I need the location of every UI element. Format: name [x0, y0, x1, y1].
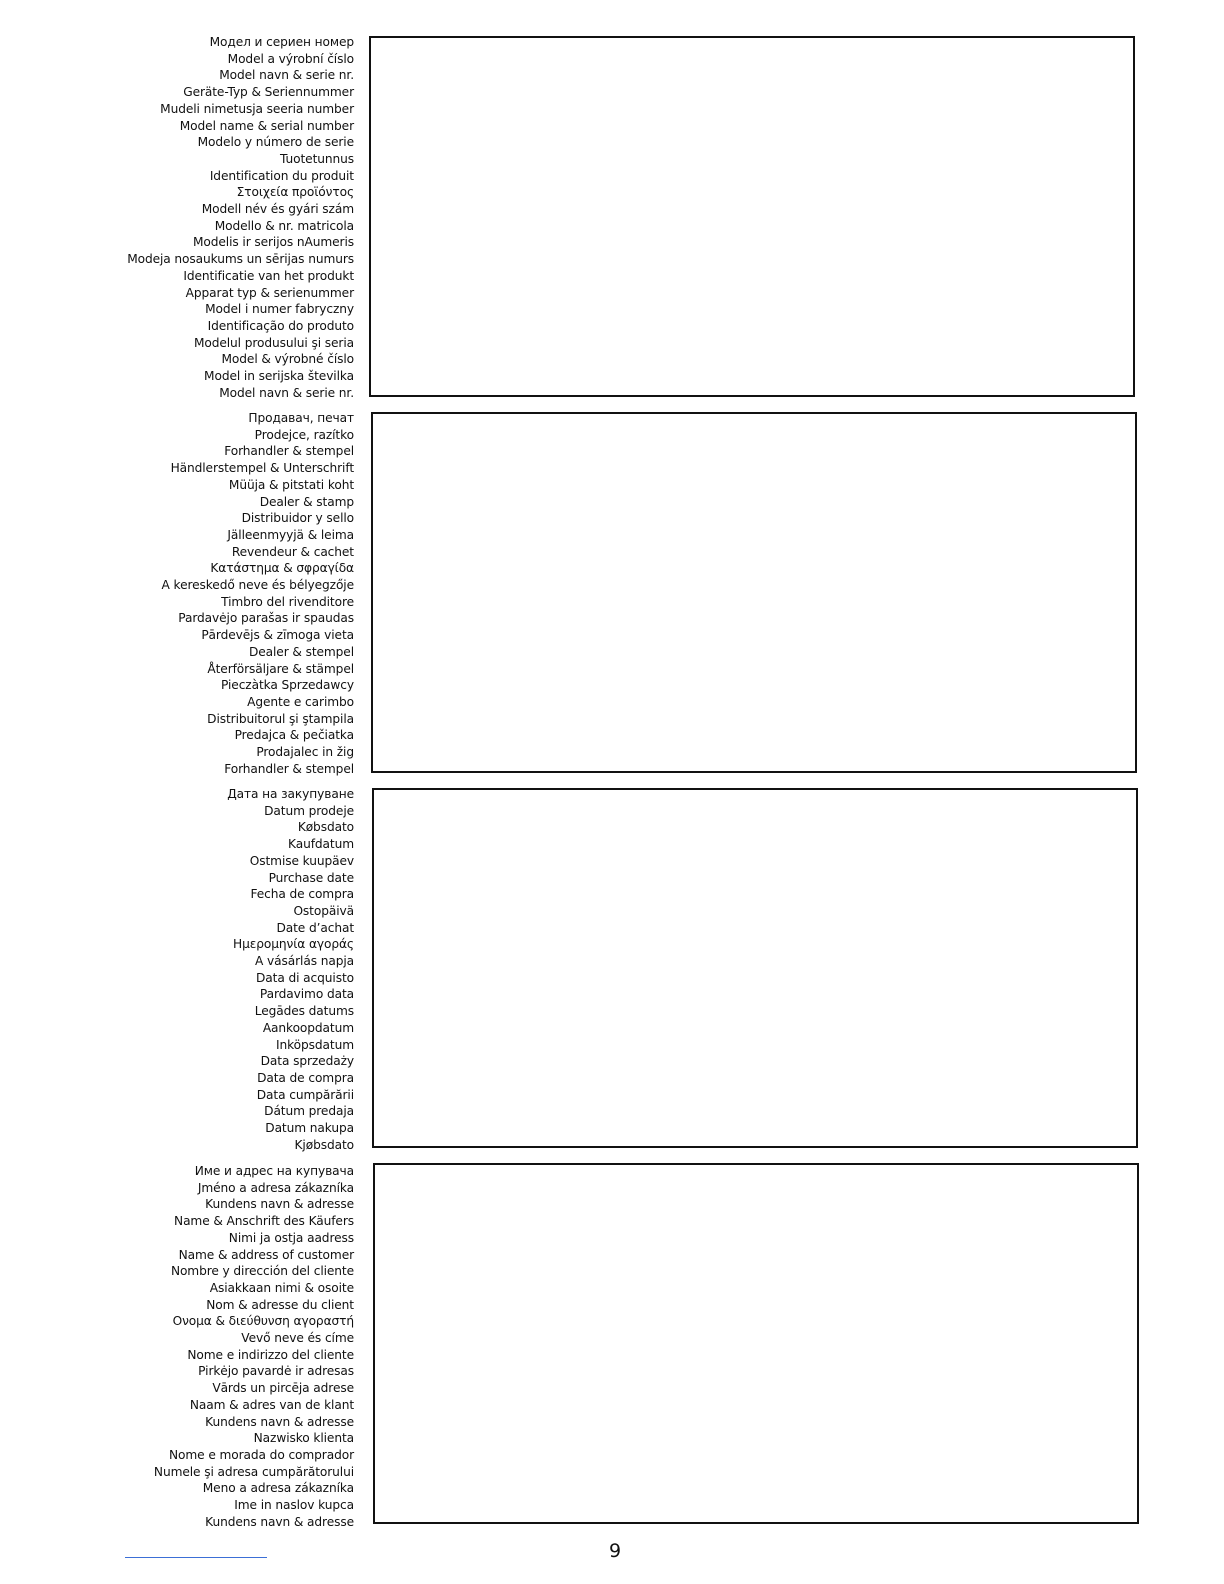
dealer-label: Pardavėjo parašas ir spaudas [178, 611, 354, 626]
model-label: Model navn & serie nr. [219, 68, 354, 83]
customer-label: Name & Anschrift des Käufers [174, 1214, 354, 1229]
dealer-label: Återförsäljare & stämpel [207, 661, 354, 676]
customer-label: Meno a adresa zákazníka [202, 1481, 354, 1496]
model-label: Modell név és gyári szám [201, 202, 354, 217]
model-label: Identificação do produto [207, 318, 354, 333]
purchase-date-label: Aankoopdatum [262, 1020, 354, 1035]
customer-labels [90, 1163, 354, 1530]
purchase-date-label: Data di acquisto [256, 970, 354, 985]
dealer-label: Prodejce, razítko [254, 427, 354, 442]
purchase-date-label: Purchase date [268, 870, 354, 885]
purchase-date-label: Ostmise kuupäev [249, 853, 354, 868]
model-label: Tuotetunnus [280, 151, 354, 166]
dealer-label: Κατάστημα & σφραγίδα [210, 561, 354, 576]
customer-label: Kundens navn & adresse [205, 1514, 354, 1529]
dealer-stamp-field[interactable] [371, 412, 1137, 773]
model-label: Mudeli nimetusja seeria number [160, 101, 354, 116]
model-serial-field[interactable] [369, 36, 1135, 397]
purchase-date-label: Data cumpărării [256, 1087, 354, 1102]
dealer-label: A kereskedő neve és bélyegzője [161, 578, 354, 593]
customer-label: Vārds un pircēja adrese [212, 1381, 354, 1396]
customer-name-address-field[interactable] [373, 1163, 1139, 1524]
purchase-date-field[interactable] [372, 788, 1138, 1148]
dealer-label: Predajca & pečiatka [234, 728, 354, 743]
model-label: Identificatie van het produkt [183, 268, 354, 283]
dealer-label: Forhandler & stempel [224, 761, 354, 776]
dealer-label: Dealer & stempel [248, 644, 354, 659]
purchase-date-label: Datum nakupa [265, 1121, 354, 1136]
purchase-date-label: A vásárlás napja [255, 954, 354, 969]
customer-label: Vevő neve és címe [241, 1331, 354, 1346]
customer-label: Nimi ja ostja aadress [228, 1230, 354, 1245]
purchase-date-label: Pardavimo data [259, 987, 354, 1002]
dealer-label: Agente e carimbo [247, 694, 354, 709]
model-label: Model & výrobné číslo [221, 352, 354, 367]
model-label: Modeja nosaukums un sērijas numurs [127, 252, 354, 267]
purchase-date-label: Kjøbsdato [294, 1137, 354, 1152]
dealer-label: Revendeur & cachet [231, 544, 354, 559]
dealer-label: Prodajalec in žig [256, 745, 354, 760]
purchase-date-label: Data de compra [257, 1070, 354, 1085]
dealer-label: Müüja & pitstati koht [228, 477, 354, 492]
dealer-label: Jälleenmyyjä & leima [227, 527, 354, 542]
customer-label: Име и адрес на купувача [194, 1164, 354, 1178]
model-labels [90, 34, 354, 401]
customer-label: Asiakkaan nimi & osoite [209, 1280, 354, 1295]
customer-label: Kundens navn & adresse [205, 1414, 354, 1429]
customer-label: Nom & adresse du client [206, 1297, 354, 1312]
footer-rule [125, 1557, 267, 1558]
model-label: Στοιχεία προϊόντος [236, 185, 354, 200]
page-number: 9 [608, 1540, 622, 1562]
customer-label: Ονομα & διεύθυνση αγοραστή [172, 1314, 354, 1329]
customer-label: Nombre y dirección del cliente [170, 1264, 354, 1279]
customer-label: Numele şi adresa cumpărătorului [153, 1464, 354, 1479]
model-label: Model a výrobní číslo [227, 51, 354, 66]
dealer-labels [90, 410, 354, 777]
purchase-date-labels [90, 786, 354, 1153]
model-label: Modelul produsului şi seria [193, 335, 354, 350]
model-label: Model navn & serie nr. [219, 385, 354, 400]
dealer-label: Distribuitorul şi ştampila [207, 711, 354, 726]
dealer-label: Distribuidor y sello [241, 511, 354, 526]
model-label: Model name & serial number [179, 118, 354, 133]
customer-label: Nome e morada do comprador [169, 1447, 354, 1462]
purchase-date-label: Inköpsdatum [276, 1037, 354, 1052]
model-label: Modello & nr. matricola [214, 218, 354, 233]
purchase-date-label: Dátum predaja [264, 1104, 354, 1119]
purchase-date-label: Дата на закупуване [227, 787, 354, 801]
model-label: Apparat typ & serienummer [185, 285, 354, 300]
customer-label: Naam & adres van de klant [189, 1397, 354, 1412]
purchase-date-label: Ostopäivä [293, 903, 354, 918]
model-label: Identification du produit [209, 168, 354, 183]
customer-label: Ime in naslov kupca [234, 1498, 354, 1513]
model-label: Model in serijska številka [204, 369, 354, 384]
dealer-label: Händlerstempel & Unterschrift [170, 461, 354, 476]
purchase-date-label: Date d’achat [276, 920, 354, 935]
dealer-label: Forhandler & stempel [224, 444, 354, 459]
purchase-date-label: Kaufdatum [288, 837, 354, 852]
model-label: Modelis ir serijos nAumeris [193, 235, 354, 250]
purchase-date-label: Datum prodeje [264, 803, 354, 818]
purchase-date-label: Legādes datums [254, 1004, 354, 1019]
model-label: Model i numer fabryczny [205, 302, 354, 317]
model-label: Модел и сериен номер [209, 35, 354, 49]
customer-label: Pirkėjo pavardė ir adresas [198, 1364, 354, 1379]
dealer-label: Dealer & stamp [259, 494, 354, 509]
dealer-label: Timbro del rivenditore [221, 594, 354, 609]
purchase-date-label: Ημερομηνία αγοράς [233, 937, 354, 952]
dealer-label: Продавач, печат [248, 411, 354, 425]
customer-label: Nazwisko klienta [253, 1431, 354, 1446]
customer-label: Name & address of customer [178, 1247, 354, 1262]
purchase-date-label: Data sprzedaży [260, 1054, 354, 1069]
purchase-date-label: Købsdato [297, 820, 354, 835]
customer-label: Kundens navn & adresse [205, 1197, 354, 1212]
customer-label: Nome e indirizzo del cliente [187, 1347, 354, 1362]
customer-label: Jméno a adresa zákazníka [197, 1180, 354, 1195]
dealer-label: Pārdevējs & zīmoga vieta [201, 628, 354, 643]
model-label: Modelo y número de serie [197, 135, 354, 150]
dealer-label: Pieczàtka Sprzedawcy [221, 678, 354, 693]
model-label: Geräte-Typ & Seriennummer [183, 85, 354, 100]
purchase-date-label: Fecha de compra [250, 887, 354, 902]
